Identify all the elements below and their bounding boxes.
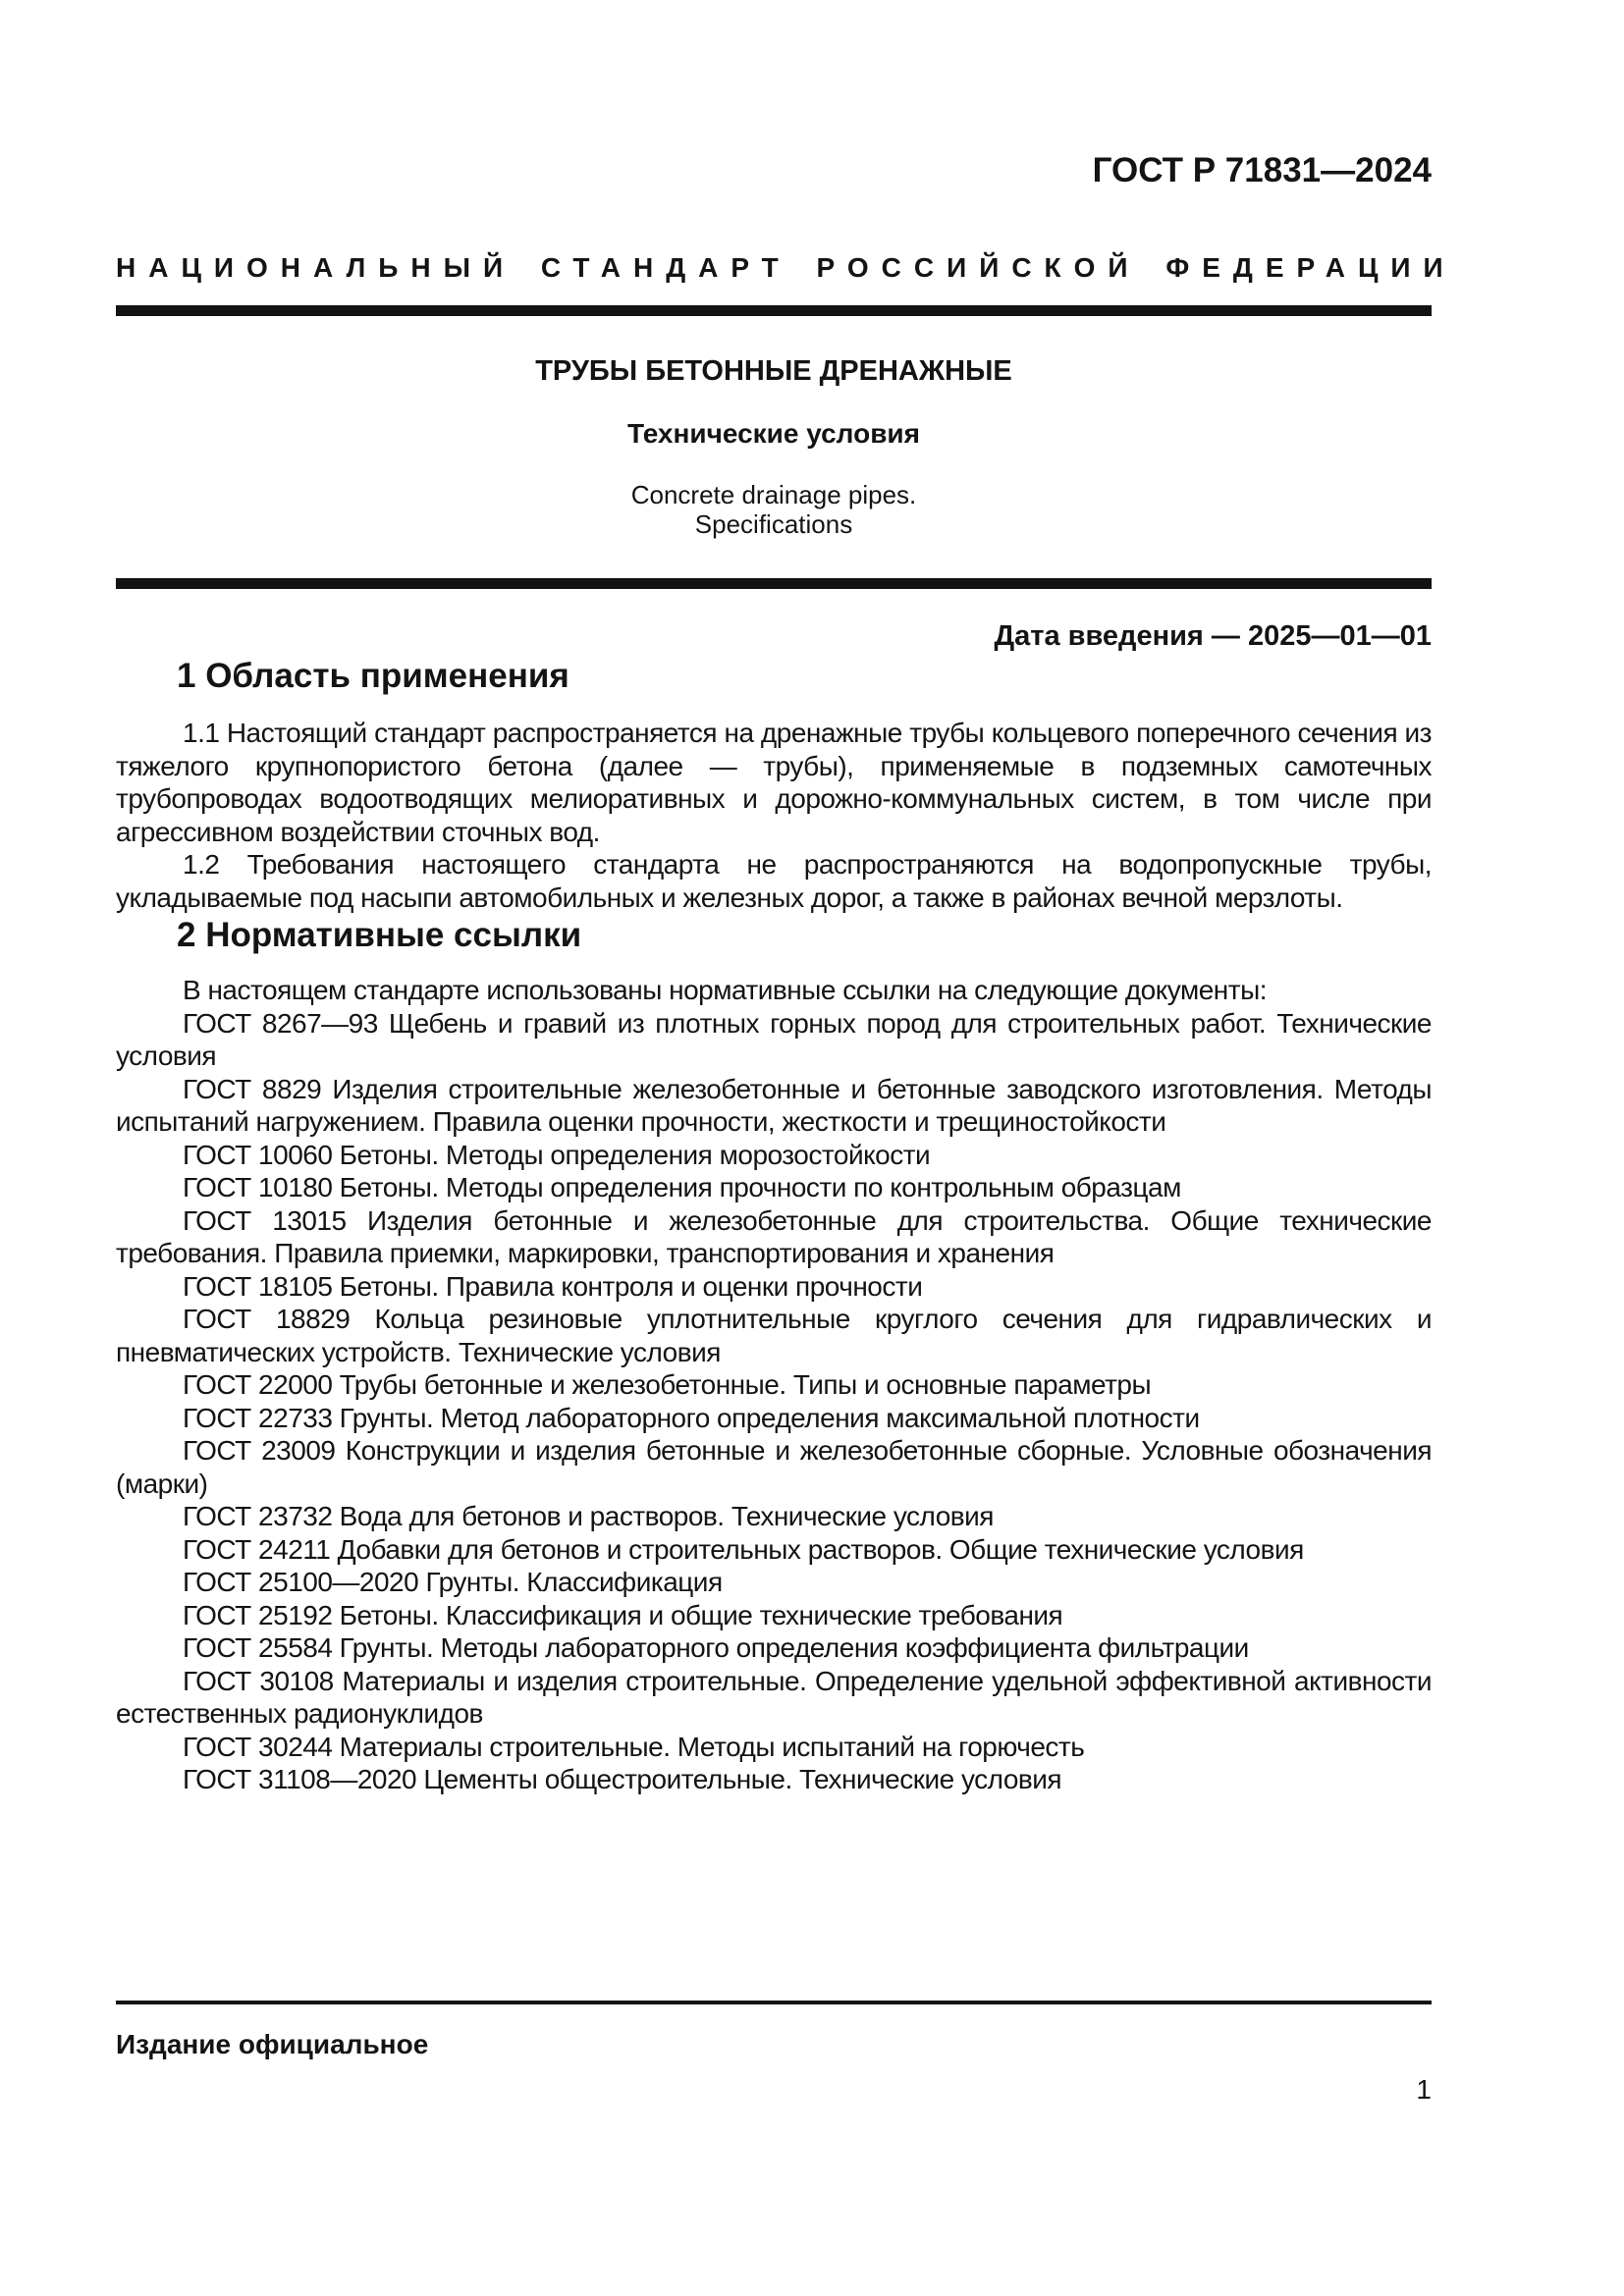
document-title: ТРУБЫ БЕТОННЫЕ ДРЕНАЖНЫЕ [535, 355, 1012, 387]
page-number: 1 [1416, 2074, 1432, 2105]
reference-item: ГОСТ 23732 Вода для бетонов и растворов. Технические условия [183, 1501, 994, 1531]
reference-item: ГОСТ 18105 Бетоны. Правила контроля и оценки прочности [183, 1270, 923, 1302]
reference-item: ГОСТ 8267—93 Щебень и гравий из плотных горных пород для строительных работ. Технические условия [116, 1007, 1432, 1071]
effective-date: Дата введения — 2025—01—01 [994, 620, 1432, 652]
doc-code: ГОСТ Р 71831—2024 [1092, 151, 1432, 189]
title-translation-line1: Concrete drainage pipes. [630, 480, 917, 509]
paragraph-1-2: 1.2 Требования настоящего стандарта не распространяются на водопропускные трубы, укладываемые под насыпи автомобильных и железных дорог, а также в районах вечной мерзлоты. [116, 849, 1432, 913]
reference-item: ГОСТ 30244 Материалы строительные. Методы испытаний на горючесть [183, 1731, 1085, 1762]
document-subtitle: Технические условия [627, 418, 920, 449]
reference-item: ГОСТ 25100—2020 Грунты. Классификация [183, 1567, 723, 1597]
reference-item: ГОСТ 25192 Бетоны. Классификация и общие технические требования [183, 1599, 1063, 1630]
standard-designation: НАЦИОНАЛЬНЫЙ СТАНДАРТ РОССИЙСКОЙ ФЕДЕРАЦИИ [116, 252, 1456, 283]
paragraph-1-1: 1.1 Настоящий стандарт распространяется на дренажные трубы кольцевого поперечного сечения из тяжелого крупнопористого бетона (далее — трубы), применяемые в подземных самотечных трубопроводах водоотводящих мелиоративных и дорожно-коммунальных систем, в том числе при агрессивном воздействии сточных вод. [116, 718, 1432, 847]
title-translation-line2: Specifications [694, 509, 853, 539]
section-2-heading: 2 Нормативные ссылки [177, 916, 582, 954]
page-content [116, 0, 1456, 1796]
reference-item: ГОСТ 13015 Изделия бетонные и железобетонные для строительства. Общие технические требования. Правила приемки, маркировки, транспортирования и хранения [116, 1204, 1432, 1268]
top-divider-bar [116, 305, 1432, 316]
reference-item: ГОСТ 8829 Изделия строительные железобетонные и бетонные заводского изготовления. Методы испытаний нагружением. Правила оценки прочности, жесткости и трещиностойкости [116, 1073, 1432, 1137]
edition-note: Издание официальное [116, 2029, 429, 2059]
title-translation [116, 480, 1432, 539]
reference-item: ГОСТ 23009 Конструкции и изделия бетонные и железобетонные сборные. Условные обозначения (марки) [116, 1435, 1432, 1499]
reference-item: ГОСТ 10180 Бетоны. Методы определения прочности по контрольным образцам [183, 1172, 1181, 1202]
section-1-heading: 1 Область применения [177, 657, 569, 695]
reference-item: ГОСТ 22733 Грунты. Метод лабораторного определения максимальной плотности [183, 1402, 1200, 1433]
reference-item: ГОСТ 30108 Материалы и изделия строительные. Определение удельной эффективной активности естественных радионуклидов [116, 1665, 1432, 1729]
reference-item: ГОСТ 31108—2020 Цементы общестроительные. Технические условия [183, 1764, 1062, 1794]
subtitle-divider-bar [116, 578, 1432, 589]
reference-item: ГОСТ 22000 Трубы бетонные и железобетонные. Типы и основные параметры [183, 1369, 1152, 1400]
footer-rule [116, 2001, 1432, 2004]
reference-item: ГОСТ 24211 Добавки для бетонов и строительных растворов. Общие технические условия [183, 1533, 1304, 1565]
reference-item: ГОСТ 10060 Бетоны. Методы определения морозостойкости [183, 1139, 931, 1170]
normative-references-intro: В настоящем стандарте использованы нормативные ссылки на следующие документы: [183, 975, 1267, 1005]
reference-item: ГОСТ 25584 Грунты. Методы лабораторного определения коэффициента фильтрации [183, 1632, 1249, 1663]
reference-item: ГОСТ 18829 Кольца резиновые уплотнительные круглого сечения для гидравлических и пневматических устройств. Технические условия [116, 1304, 1432, 1367]
